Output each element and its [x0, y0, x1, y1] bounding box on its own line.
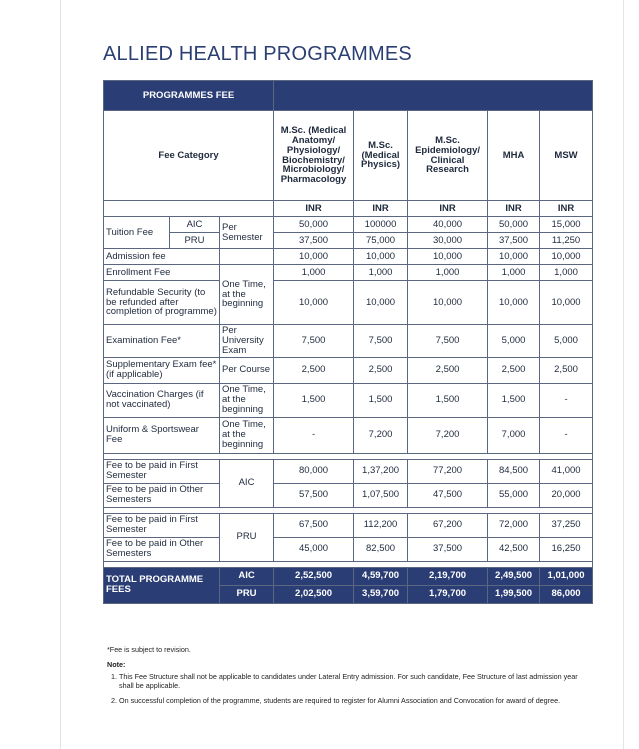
page-title: ALLIED HEALTH PROGRAMMES [103, 43, 412, 65]
refundable-security-label: Refundable Security (to be refunded after completion of programme) [104, 281, 220, 325]
header-blank [274, 81, 593, 111]
total-aic-label: AIC [220, 567, 274, 585]
tuition-aic-value: 15,000 [540, 217, 593, 233]
aic-group-label: AIC [220, 459, 274, 507]
vaccination-value: - [540, 383, 593, 417]
admission-value: 10,000 [408, 249, 488, 265]
admission-value: 10,000 [540, 249, 593, 265]
aic-first-semester-label: Fee to be paid in First Semester [104, 459, 220, 483]
pru-first-value: 37,250 [540, 513, 593, 537]
vaccination-value: 1,500 [408, 383, 488, 417]
note-label: Note: [107, 660, 126, 669]
supplementary-value: 2,500 [408, 357, 488, 383]
security-value: 10,000 [274, 281, 354, 325]
aic-other-value: 1,07,500 [354, 483, 408, 507]
currency-label: INR [408, 201, 488, 217]
pru-first-value: 67,500 [274, 513, 354, 537]
tuition-aic-value: 100000 [354, 217, 408, 233]
total-aic-value: 2,19,700 [408, 567, 488, 585]
note-item: 1. This Fee Structure shall not be applicable to candidates under Lateral Entry admission. For such candidate, Fee Structure of last admission year shall be applicable. [119, 672, 587, 690]
aic-first-value: 77,200 [408, 459, 488, 483]
pru-first-value: 67,200 [408, 513, 488, 537]
aic-other-value: 20,000 [540, 483, 593, 507]
aic-other-value: 55,000 [488, 483, 540, 507]
aic-other-semesters-label: Fee to be paid in Other Semesters [104, 483, 220, 507]
admission-fee-label: Admission fee [104, 249, 220, 265]
aic-first-value: 1,37,200 [354, 459, 408, 483]
campus-aic-label: AIC [170, 217, 220, 233]
vaccination-charges-label: Vaccination Charges (if not vaccinated) [104, 383, 220, 417]
exam-value: 7,500 [354, 325, 408, 358]
one-time-label: One Time, at the beginning [220, 417, 274, 453]
total-pru-label: PRU [220, 585, 274, 603]
total-pru-value: 1,79,700 [408, 585, 488, 603]
enrollment-value: 1,000 [354, 265, 408, 281]
supplementary-value: 2,500 [540, 357, 593, 383]
security-value: 10,000 [408, 281, 488, 325]
total-aic-value: 4,59,700 [354, 567, 408, 585]
admission-frequency-blank [220, 249, 274, 265]
notes-list [107, 672, 587, 705]
security-value: 10,000 [354, 281, 408, 325]
tuition-pru-value: 11,250 [540, 233, 593, 249]
pru-other-value: 45,000 [274, 537, 354, 561]
supplementary-value: 2,500 [274, 357, 354, 383]
one-time-label: One Time, at the beginning [220, 265, 274, 325]
admission-value: 10,000 [274, 249, 354, 265]
uniform-sportswear-label: Uniform & Sportswear Fee [104, 417, 220, 453]
fee-table [103, 80, 593, 604]
col-header-msc-physics: M.Sc. (Medical Physics) [354, 111, 408, 201]
tuition-fee-label: Tuition Fee [104, 217, 170, 249]
col-header-mha: MHA [488, 111, 540, 201]
total-pru-value: 86,000 [540, 585, 593, 603]
aic-first-value: 84,500 [488, 459, 540, 483]
aic-other-value: 57,500 [274, 483, 354, 507]
exam-value: 5,000 [540, 325, 593, 358]
uniform-value: - [540, 417, 593, 453]
aic-other-value: 47,500 [408, 483, 488, 507]
examination-fee-label: Examination Fee* [104, 325, 220, 358]
fee-revision-note: *Fee is subject to revision. [107, 645, 191, 654]
security-value: 10,000 [540, 281, 593, 325]
pru-first-value: 72,000 [488, 513, 540, 537]
aic-first-value: 80,000 [274, 459, 354, 483]
total-pru-value: 3,59,700 [354, 585, 408, 603]
fee-category-header: Fee Category [104, 111, 274, 201]
per-course-label: Per Course [220, 357, 274, 383]
exam-value: 7,500 [274, 325, 354, 358]
col-header-msc-medical: M.Sc. (Medical Anatomy/ Physiology/ Biochemistry/ Microbiology/ Pharmacology [274, 111, 354, 201]
currency-label: INR [488, 201, 540, 217]
total-pru-value: 2,02,500 [274, 585, 354, 603]
page-margin-left [60, 0, 61, 749]
notes-section [107, 645, 587, 711]
tuition-aic-value: 50,000 [274, 217, 354, 233]
supplementary-exam-label: Supplementary Exam fee* (if applicable) [104, 357, 220, 383]
tuition-aic-value: 40,000 [408, 217, 488, 233]
tuition-pru-value: 30,000 [408, 233, 488, 249]
vaccination-value: 1,500 [274, 383, 354, 417]
exam-value: 5,000 [488, 325, 540, 358]
supplementary-value: 2,500 [488, 357, 540, 383]
note-item: 2. On successful completion of the programme, students are required to register for Alumni Association and Convocation for award of degree. [119, 696, 587, 705]
admission-value: 10,000 [488, 249, 540, 265]
pru-first-value: 112,200 [354, 513, 408, 537]
currency-label-blank [104, 201, 274, 217]
currency-label: INR [274, 201, 354, 217]
aic-first-value: 41,000 [540, 459, 593, 483]
per-semester-label: Per Semester [220, 217, 274, 249]
campus-pru-label: PRU [170, 233, 220, 249]
pru-other-semesters-label: Fee to be paid in Other Semesters [104, 537, 220, 561]
pru-other-value: 82,500 [354, 537, 408, 561]
col-header-msw: MSW [540, 111, 593, 201]
one-time-label: One Time, at the beginning [220, 383, 274, 417]
total-aic-value: 2,49,500 [488, 567, 540, 585]
page-margin-right [623, 0, 624, 749]
enrollment-fee-label: Enrollment Fee [104, 265, 220, 281]
uniform-value: 7,200 [354, 417, 408, 453]
uniform-value: 7,200 [408, 417, 488, 453]
tuition-aic-value: 50,000 [488, 217, 540, 233]
vaccination-value: 1,500 [488, 383, 540, 417]
pru-first-semester-label: Fee to be paid in First Semester [104, 513, 220, 537]
total-aic-value: 2,52,500 [274, 567, 354, 585]
security-value: 10,000 [488, 281, 540, 325]
uniform-value: 7,000 [488, 417, 540, 453]
enrollment-value: 1,000 [540, 265, 593, 281]
tuition-pru-value: 37,500 [488, 233, 540, 249]
per-university-exam-label: Per University Exam [220, 325, 274, 358]
total-programme-fees-label: TOTAL PROGRAMME FEES [104, 567, 220, 603]
col-header-msc-epidemiology: M.Sc. Epidemiology/ Clinical Research [408, 111, 488, 201]
admission-value: 10,000 [354, 249, 408, 265]
enrollment-value: 1,000 [274, 265, 354, 281]
programmes-fee-header: PROGRAMMES FEE [104, 81, 274, 111]
supplementary-value: 2,500 [354, 357, 408, 383]
pru-other-value: 16,250 [540, 537, 593, 561]
pru-group-label: PRU [220, 513, 274, 561]
total-aic-value: 1,01,000 [540, 567, 593, 585]
tuition-pru-value: 37,500 [274, 233, 354, 249]
enrollment-value: 1,000 [408, 265, 488, 281]
currency-label: INR [354, 201, 408, 217]
exam-value: 7,500 [408, 325, 488, 358]
vaccination-value: 1,500 [354, 383, 408, 417]
tuition-pru-value: 75,000 [354, 233, 408, 249]
pru-other-value: 37,500 [408, 537, 488, 561]
pru-other-value: 42,500 [488, 537, 540, 561]
uniform-value: - [274, 417, 354, 453]
currency-label: INR [540, 201, 593, 217]
total-pru-value: 1,99,500 [488, 585, 540, 603]
enrollment-value: 1,000 [488, 265, 540, 281]
